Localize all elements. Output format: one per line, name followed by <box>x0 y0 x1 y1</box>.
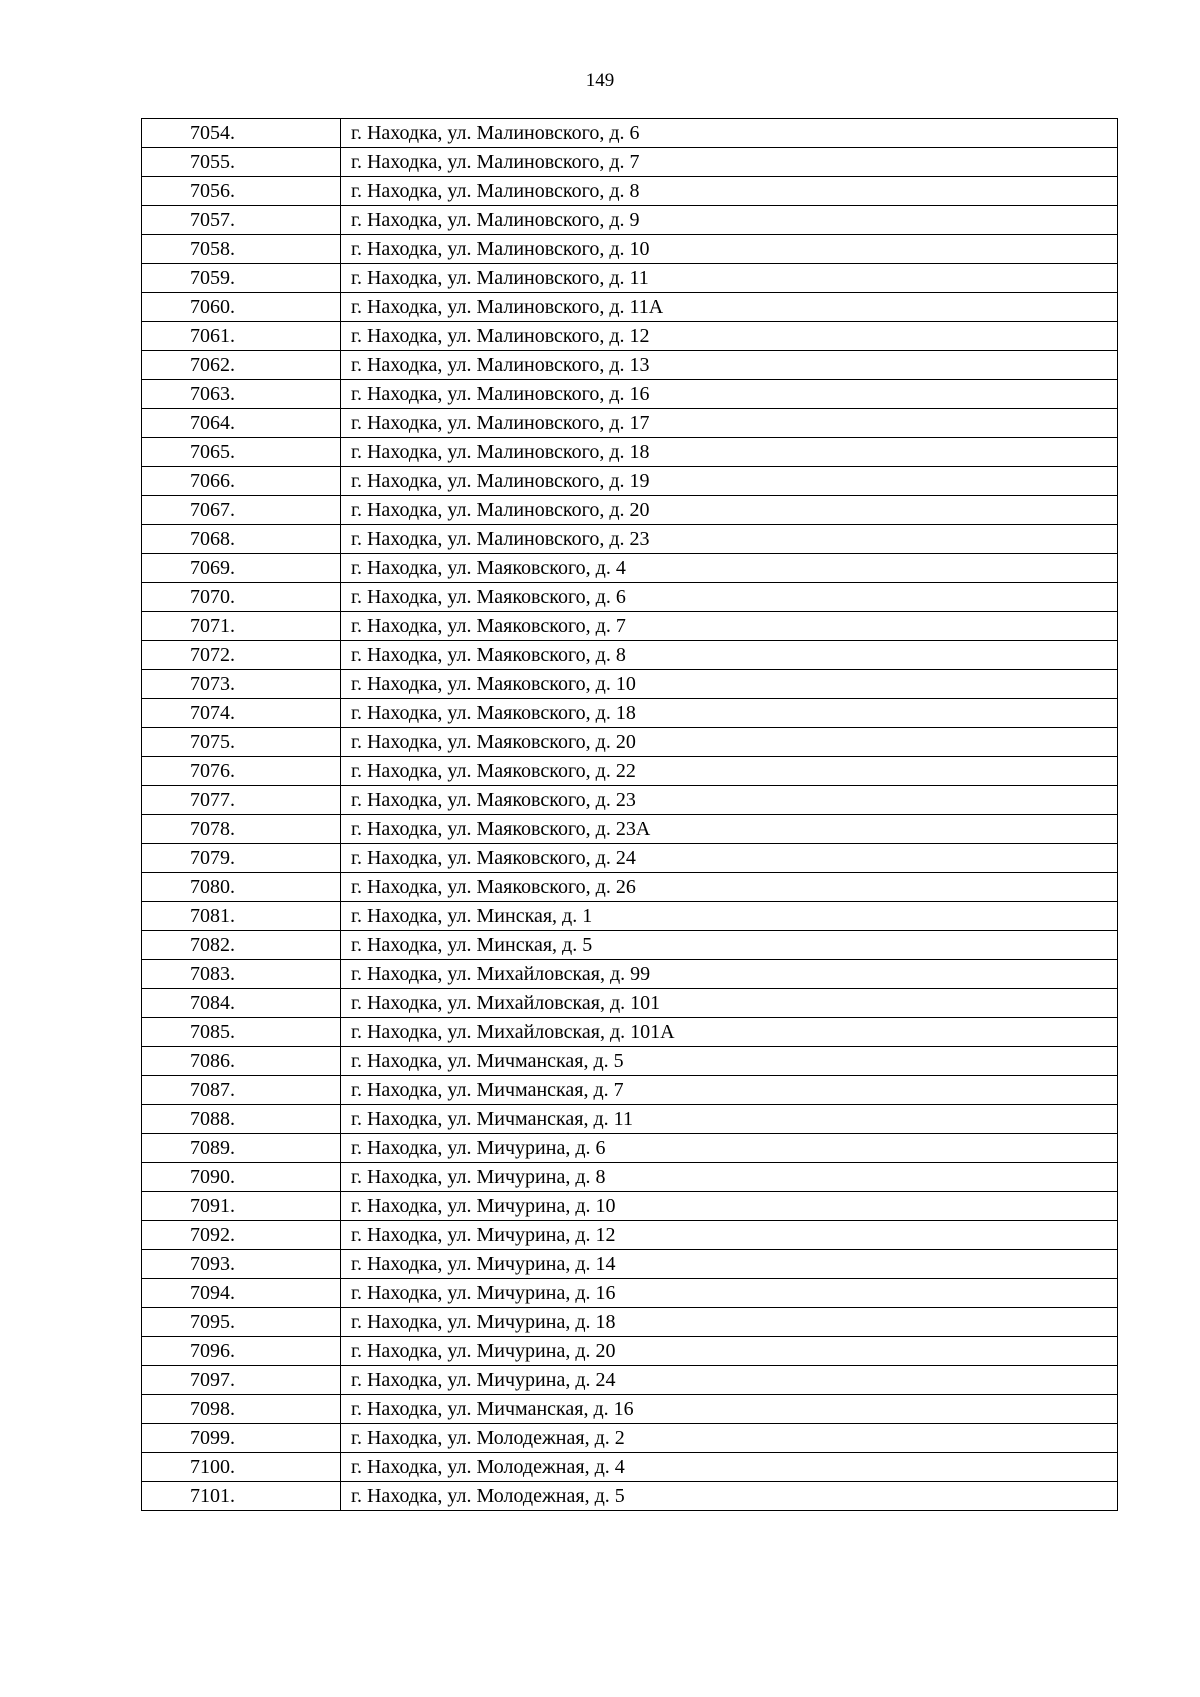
row-number: 7062. <box>142 351 341 380</box>
table-row <box>142 264 1118 293</box>
table-row <box>142 1047 1118 1076</box>
row-number: 7058. <box>142 235 341 264</box>
row-address: г. Находка, ул. Мичурина, д. 8 <box>341 1163 1118 1192</box>
row-number: 7074. <box>142 699 341 728</box>
row-number: 7081. <box>142 902 341 931</box>
row-address: г. Находка, ул. Малиновского, д. 11А <box>341 293 1118 322</box>
row-number: 7055. <box>142 148 341 177</box>
row-number: 7086. <box>142 1047 341 1076</box>
table-row <box>142 293 1118 322</box>
table-row <box>142 438 1118 467</box>
row-address: г. Находка, ул. Маяковского, д. 4 <box>341 554 1118 583</box>
table-row <box>142 670 1118 699</box>
row-address: г. Находка, ул. Мичурина, д. 6 <box>341 1134 1118 1163</box>
table-row <box>142 989 1118 1018</box>
address-table <box>141 118 1118 1511</box>
table-row <box>142 148 1118 177</box>
row-address: г. Находка, ул. Мичурина, д. 12 <box>341 1221 1118 1250</box>
table-row <box>142 583 1118 612</box>
row-number: 7094. <box>142 1279 341 1308</box>
row-number: 7060. <box>142 293 341 322</box>
row-address: г. Находка, ул. Малиновского, д. 9 <box>341 206 1118 235</box>
row-number: 7078. <box>142 815 341 844</box>
table-row <box>142 322 1118 351</box>
row-address: г. Находка, ул. Малиновского, д. 17 <box>341 409 1118 438</box>
row-number: 7100. <box>142 1453 341 1482</box>
table-row <box>142 206 1118 235</box>
address-table-body <box>142 119 1118 1511</box>
row-address: г. Находка, ул. Малиновского, д. 18 <box>341 438 1118 467</box>
table-row <box>142 1018 1118 1047</box>
row-address: г. Находка, ул. Маяковского, д. 18 <box>341 699 1118 728</box>
table-row <box>142 467 1118 496</box>
row-number: 7092. <box>142 1221 341 1250</box>
table-row <box>142 1163 1118 1192</box>
row-number: 7075. <box>142 728 341 757</box>
row-number: 7067. <box>142 496 341 525</box>
table-row <box>142 1424 1118 1453</box>
row-number: 7083. <box>142 960 341 989</box>
row-address: г. Находка, ул. Молодежная, д. 5 <box>341 1482 1118 1511</box>
row-address: г. Находка, ул. Мичманская, д. 7 <box>341 1076 1118 1105</box>
table-row <box>142 815 1118 844</box>
table-row <box>142 1105 1118 1134</box>
row-number: 7085. <box>142 1018 341 1047</box>
row-number: 7077. <box>142 786 341 815</box>
row-address: г. Находка, ул. Малиновского, д. 10 <box>341 235 1118 264</box>
row-address: г. Находка, ул. Мичурина, д. 16 <box>341 1279 1118 1308</box>
table-row <box>142 1279 1118 1308</box>
row-address: г. Находка, ул. Малиновского, д. 7 <box>341 148 1118 177</box>
row-number: 7071. <box>142 612 341 641</box>
table-row <box>142 351 1118 380</box>
table-row <box>142 1250 1118 1279</box>
row-number: 7091. <box>142 1192 341 1221</box>
row-address: г. Находка, ул. Михайловская, д. 101А <box>341 1018 1118 1047</box>
row-number: 7079. <box>142 844 341 873</box>
row-number: 7084. <box>142 989 341 1018</box>
row-address: г. Находка, ул. Маяковского, д. 7 <box>341 612 1118 641</box>
row-number: 7065. <box>142 438 341 467</box>
row-address: г. Находка, ул. Малиновского, д. 16 <box>341 380 1118 409</box>
row-number: 7088. <box>142 1105 341 1134</box>
row-number: 7093. <box>142 1250 341 1279</box>
row-address: г. Находка, ул. Молодежная, д. 4 <box>341 1453 1118 1482</box>
table-row <box>142 1395 1118 1424</box>
row-address: г. Находка, ул. Малиновского, д. 11 <box>341 264 1118 293</box>
row-address: г. Находка, ул. Маяковского, д. 10 <box>341 670 1118 699</box>
table-row <box>142 641 1118 670</box>
row-number: 7097. <box>142 1366 341 1395</box>
table-row <box>142 757 1118 786</box>
table-row <box>142 409 1118 438</box>
table-row <box>142 1134 1118 1163</box>
table-row <box>142 380 1118 409</box>
row-number: 7082. <box>142 931 341 960</box>
table-row <box>142 119 1118 148</box>
table-row <box>142 1482 1118 1511</box>
table-row <box>142 1453 1118 1482</box>
page-number: 149 <box>585 70 615 91</box>
table-row <box>142 1221 1118 1250</box>
table-row <box>142 177 1118 206</box>
row-address: г. Находка, ул. Маяковского, д. 8 <box>341 641 1118 670</box>
row-number: 7101. <box>142 1482 341 1511</box>
row-number: 7080. <box>142 873 341 902</box>
table-row <box>142 786 1118 815</box>
row-address: г. Находка, ул. Минская, д. 5 <box>341 931 1118 960</box>
row-number: 7068. <box>142 525 341 554</box>
row-address: г. Находка, ул. Михайловская, д. 99 <box>341 960 1118 989</box>
row-address: г. Находка, ул. Малиновского, д. 8 <box>341 177 1118 206</box>
row-address: г. Находка, ул. Мичурина, д. 18 <box>341 1308 1118 1337</box>
row-address: г. Находка, ул. Минская, д. 1 <box>341 902 1118 931</box>
table-row <box>142 1337 1118 1366</box>
row-number: 7063. <box>142 380 341 409</box>
row-number: 7095. <box>142 1308 341 1337</box>
row-address: г. Находка, ул. Маяковского, д. 23А <box>341 815 1118 844</box>
row-address: г. Находка, ул. Мичманская, д. 16 <box>341 1395 1118 1424</box>
row-address: г. Находка, ул. Молодежная, д. 2 <box>341 1424 1118 1453</box>
table-row <box>142 931 1118 960</box>
table-row <box>142 525 1118 554</box>
row-address: г. Находка, ул. Малиновского, д. 6 <box>341 119 1118 148</box>
row-address: г. Находка, ул. Маяковского, д. 26 <box>341 873 1118 902</box>
row-number: 7064. <box>142 409 341 438</box>
row-number: 7072. <box>142 641 341 670</box>
table-row <box>142 1308 1118 1337</box>
row-address: г. Находка, ул. Малиновского, д. 20 <box>341 496 1118 525</box>
row-number: 7098. <box>142 1395 341 1424</box>
row-number: 7061. <box>142 322 341 351</box>
table-row <box>142 612 1118 641</box>
row-address: г. Находка, ул. Михайловская, д. 101 <box>341 989 1118 1018</box>
row-number: 7057. <box>142 206 341 235</box>
table-row <box>142 699 1118 728</box>
row-address: г. Находка, ул. Мичурина, д. 10 <box>341 1192 1118 1221</box>
table-row <box>142 728 1118 757</box>
table-row <box>142 960 1118 989</box>
table-row <box>142 902 1118 931</box>
row-number: 7069. <box>142 554 341 583</box>
row-number: 7076. <box>142 757 341 786</box>
row-number: 7066. <box>142 467 341 496</box>
row-address: г. Находка, ул. Маяковского, д. 22 <box>341 757 1118 786</box>
row-number: 7073. <box>142 670 341 699</box>
row-address: г. Находка, ул. Мичурина, д. 24 <box>341 1366 1118 1395</box>
table-row <box>142 1192 1118 1221</box>
row-address: г. Находка, ул. Малиновского, д. 12 <box>341 322 1118 351</box>
row-address: г. Находка, ул. Маяковского, д. 24 <box>341 844 1118 873</box>
table-row <box>142 1366 1118 1395</box>
row-number: 7089. <box>142 1134 341 1163</box>
table-row <box>142 235 1118 264</box>
row-address: г. Находка, ул. Малиновского, д. 13 <box>341 351 1118 380</box>
row-address: г. Находка, ул. Маяковского, д. 20 <box>341 728 1118 757</box>
row-number: 7056. <box>142 177 341 206</box>
row-number: 7099. <box>142 1424 341 1453</box>
row-number: 7090. <box>142 1163 341 1192</box>
row-number: 7070. <box>142 583 341 612</box>
row-address: г. Находка, ул. Маяковского, д. 23 <box>341 786 1118 815</box>
table-row <box>142 496 1118 525</box>
row-address: г. Находка, ул. Малиновского, д. 19 <box>341 467 1118 496</box>
row-address: г. Находка, ул. Мичурина, д. 20 <box>341 1337 1118 1366</box>
row-address: г. Находка, ул. Мичурина, д. 14 <box>341 1250 1118 1279</box>
row-address: г. Находка, ул. Мичманская, д. 5 <box>341 1047 1118 1076</box>
table-row <box>142 554 1118 583</box>
table-row <box>142 1076 1118 1105</box>
row-number: 7096. <box>142 1337 341 1366</box>
row-number: 7087. <box>142 1076 341 1105</box>
row-number: 7054. <box>142 119 341 148</box>
table-row <box>142 873 1118 902</box>
table-row <box>142 844 1118 873</box>
row-address: г. Находка, ул. Маяковского, д. 6 <box>341 583 1118 612</box>
row-number: 7059. <box>142 264 341 293</box>
row-address: г. Находка, ул. Мичманская, д. 11 <box>341 1105 1118 1134</box>
row-address: г. Находка, ул. Малиновского, д. 23 <box>341 525 1118 554</box>
